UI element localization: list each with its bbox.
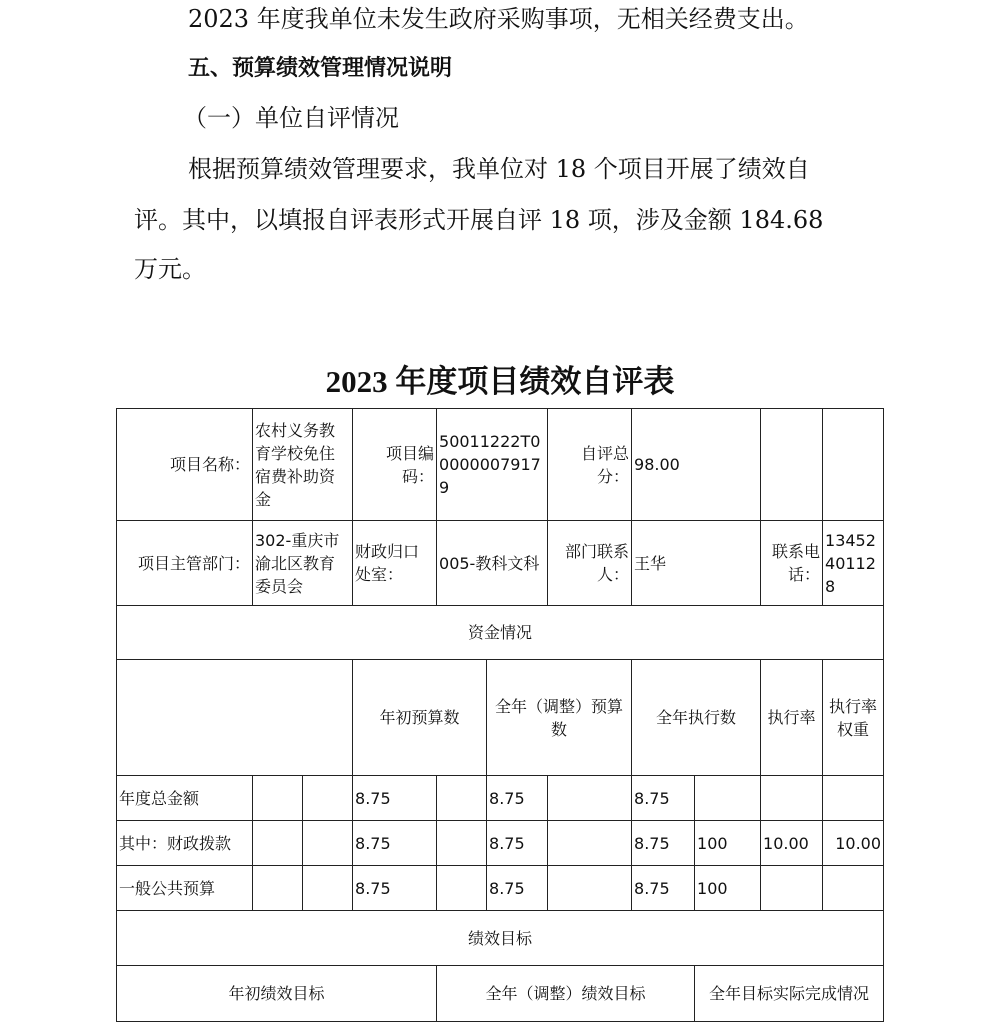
perf-header: 绩效目标 — [117, 911, 884, 966]
row-exec: 8.75 — [632, 776, 695, 821]
row-weight: 10.00 — [761, 821, 823, 866]
row-weight — [761, 776, 823, 821]
score-label: 自评总分： — [548, 409, 632, 521]
phone-label: 联系电话： — [761, 521, 823, 606]
body-line-3: 万元。 — [134, 255, 206, 283]
empty-cell — [253, 821, 303, 866]
project-name-label: 项目名称： — [117, 409, 253, 521]
empty-cell — [303, 821, 353, 866]
col-initial: 年初预算数 — [353, 660, 487, 776]
project-name: 农村义务教育学校免住宿费补助资金 — [253, 409, 353, 521]
row-initial: 8.75 — [353, 776, 437, 821]
row-rate: 100 — [695, 866, 761, 911]
row-label: 其中：财政拨款 — [117, 821, 253, 866]
row-label: 年度总金额 — [117, 776, 253, 821]
dept-label: 项目主管部门： — [117, 521, 253, 606]
table-title: 2023 年度项目绩效自评表 — [325, 364, 675, 399]
row-adjusted: 8.75 — [487, 776, 548, 821]
empty-cell — [437, 821, 487, 866]
row-adjusted: 8.75 — [487, 821, 548, 866]
phone-value: 13452401128 — [823, 521, 884, 606]
table-row — [117, 966, 884, 1022]
row-rate — [695, 776, 761, 821]
col-rate: 执行率 — [761, 660, 823, 776]
contact-value: 王华 — [632, 521, 761, 606]
empty-cell — [253, 866, 303, 911]
col-adjusted: 全年（调整）预算数 — [487, 660, 632, 776]
row-rate: 100 — [695, 821, 761, 866]
col-weight: 执行率权重 — [823, 660, 884, 776]
dept-value: 302-重庆市渝北区教育委员会 — [253, 521, 353, 606]
table-row — [117, 866, 884, 911]
row-score: 10.00 — [823, 821, 884, 866]
contact-label: 部门联系人： — [548, 521, 632, 606]
empty-cell — [548, 866, 632, 911]
table-row — [117, 409, 884, 521]
empty-cell — [823, 409, 884, 521]
score-value: 98.00 — [632, 409, 761, 521]
empty-cell — [303, 776, 353, 821]
row-score — [823, 776, 884, 821]
finance-label: 财政归口处室： — [353, 521, 437, 606]
subsection-heading: （一）单位自评情况 — [183, 104, 399, 132]
body-line-1: 根据预算绩效管理要求，我单位对 18 个项目开展了绩效自 — [188, 155, 810, 183]
finance-value: 005-教科文科 — [437, 521, 548, 606]
row-initial: 8.75 — [353, 821, 437, 866]
table-row — [117, 521, 884, 606]
table-row — [117, 821, 884, 866]
row-exec: 8.75 — [632, 821, 695, 866]
col-exec: 全年执行数 — [632, 660, 761, 776]
row-score — [823, 866, 884, 911]
table-row — [117, 660, 884, 776]
empty-cell — [253, 776, 303, 821]
funds-header: 资金情况 — [117, 606, 884, 660]
row-exec: 8.75 — [632, 866, 695, 911]
body-line-2: 评。其中，以填报自评表形式开展自评 18 项，涉及金额 184.68 — [134, 206, 824, 234]
empty-cell — [303, 866, 353, 911]
section-heading: 五、预算绩效管理情况说明 — [188, 56, 453, 81]
empty-cell — [548, 776, 632, 821]
empty-cell — [437, 866, 487, 911]
project-code-label: 项目编码： — [353, 409, 437, 521]
empty-cell — [548, 821, 632, 866]
perf-adjusted: 全年（调整）绩效目标 — [437, 966, 695, 1022]
paragraph-procurement: 2023 年度我单位未发生政府采购事项，无相关经费支出。 — [188, 5, 809, 33]
row-initial: 8.75 — [353, 866, 437, 911]
empty-cell — [117, 660, 353, 776]
project-code: 50011222T000000079179 — [437, 409, 548, 521]
table-row — [117, 776, 884, 821]
performance-table — [116, 408, 884, 1022]
row-label: 一般公共预算 — [117, 866, 253, 911]
perf-initial: 年初绩效目标 — [117, 966, 437, 1022]
table-row — [117, 911, 884, 966]
perf-actual: 全年目标实际完成情况 — [695, 966, 884, 1022]
empty-cell — [761, 409, 823, 521]
row-adjusted: 8.75 — [487, 866, 548, 911]
empty-cell — [437, 776, 487, 821]
table-row — [117, 606, 884, 660]
row-weight — [761, 866, 823, 911]
